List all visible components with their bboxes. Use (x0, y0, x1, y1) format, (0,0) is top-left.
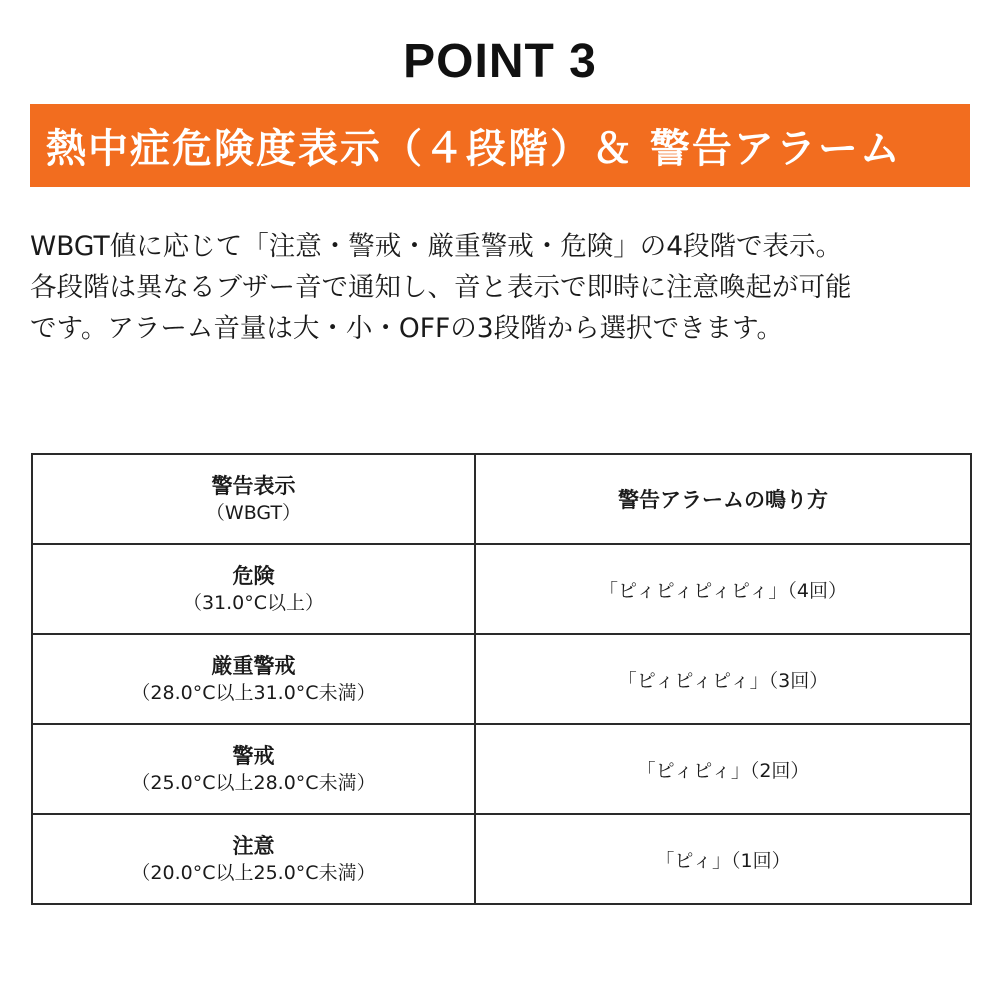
alarm-sound: 「ピィピィピィピィ」（4回） (598, 579, 848, 602)
sound-cell (475, 724, 971, 814)
level-name: 警戒 (232, 744, 275, 768)
level-name: 危険 (232, 564, 275, 588)
alarm-table (31, 453, 972, 905)
header-alarm-label: 警告アラームの鳴り方 (618, 488, 828, 512)
table-row (32, 634, 971, 724)
title-banner (30, 104, 970, 187)
level-name: 注意 (232, 834, 275, 858)
header-cell-display (32, 454, 475, 544)
table-header-row (32, 454, 971, 544)
level-range: （31.0°C以上） (182, 592, 325, 614)
sound-cell (475, 814, 971, 904)
title-text: 熱中症危険度表示（４段階）＆ 警告アラーム (46, 126, 902, 172)
description-line: WBGT値に応じて「注意・警戒・厳重警戒・危険」の4段階で表示。 (30, 231, 843, 262)
alarm-sound: 「ピィピィ」（2回） (636, 759, 810, 782)
sound-cell (475, 634, 971, 724)
level-cell (32, 544, 475, 634)
table-row (32, 814, 971, 904)
level-cell (32, 724, 475, 814)
point-heading: POINT 3 (403, 35, 597, 88)
level-range: （20.0°C以上25.0°C未満） (131, 862, 376, 884)
description-line: 各段階は異なるブザー音で通知し、音と表示で即時に注意喚起が可能 (30, 272, 852, 303)
alarm-sound: 「ピィ」（1回） (655, 849, 791, 872)
description-line: です。アラーム音量は大・小・OFFの3段階から選択できます。 (30, 313, 783, 344)
header-cell-alarm (475, 454, 971, 544)
header-display-sub: （WBGT） (205, 502, 302, 524)
table-row (32, 724, 971, 814)
alarm-sound: 「ピィピィピィ」（3回） (617, 669, 829, 692)
sound-cell (475, 544, 971, 634)
level-range: （25.0°C以上28.0°C未満） (131, 772, 376, 794)
level-range: （28.0°C以上31.0°C未満） (131, 682, 376, 704)
level-cell (32, 814, 475, 904)
level-cell (32, 634, 475, 724)
description-paragraph (30, 226, 978, 349)
table-row (32, 544, 971, 634)
header-display-label: 警告表示 (211, 474, 296, 498)
level-name: 厳重警戒 (211, 654, 296, 678)
